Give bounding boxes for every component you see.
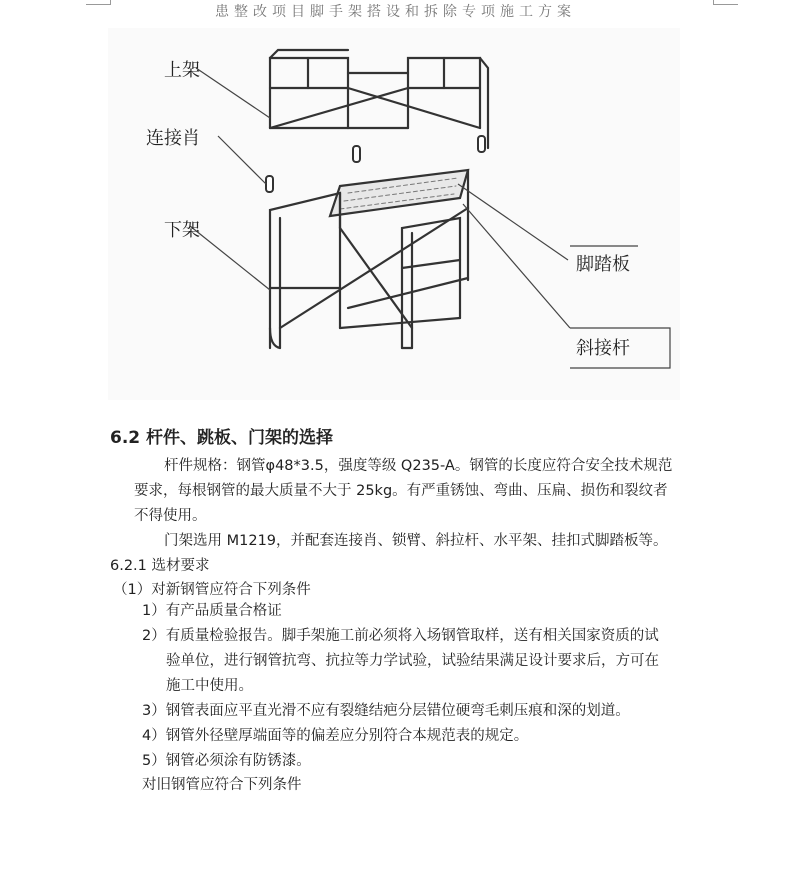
list-item: 4）钢管外径壁厚端面等的偏差应分别符合本规范表的规定。 — [142, 728, 529, 744]
section-heading: 6.2 杆件、跳板、门架的选择 — [110, 428, 334, 448]
page-header — [0, 0, 791, 22]
paragraph-line: 不得使用。 — [134, 508, 207, 524]
header-corner-mark-right — [713, 0, 738, 5]
condition-old-pipes: 对旧钢管应符合下列条件 — [142, 777, 302, 793]
list-item: 5）钢管必须涂有防锈漆。 — [142, 753, 311, 769]
label-lower-frame: 下架 — [164, 220, 200, 241]
paragraph-line: 杆件规格：钢管φ48*3.5，强度等级 Q235-A。钢管的长度应符合安全技术规范 — [164, 458, 673, 474]
label-foot-board: 脚踏板 — [576, 254, 630, 275]
list-item-continuation: 验单位，进行钢管抗弯、抗拉等力学试验，试验结果满足设计要求后，方可在 — [166, 653, 659, 669]
list-item: 1）有产品质量合格证 — [142, 603, 282, 619]
list-item: 2）有质量检验报告。脚手架施工前必须将入场钢管取样，送有相关国家资质的试 — [142, 628, 659, 644]
paragraph-line: 门架选用 M1219，并配套连接肖、锁臂、斜拉杆、水平架、挂扣式脚踏板等。 — [164, 533, 668, 549]
paragraph-line: 要求，每根钢管的最大质量不大于 25kg。有严重锈蚀、弯曲、压扁、损伤和裂纹者 — [134, 483, 668, 499]
sub-heading: 6.2.1 选材要求 — [110, 558, 210, 574]
label-diagonal-brace: 斜接杆 — [576, 338, 630, 359]
list-item: 3）钢管表面应平直光滑不应有裂缝结疤分层错位硬弯毛刺压痕和深的划道。 — [142, 703, 630, 719]
list-item-continuation: 施工中使用。 — [166, 678, 253, 694]
condition-new-pipes: （1）对新钢管应符合下列条件 — [113, 582, 311, 598]
label-upper-frame: 上架 — [164, 60, 200, 81]
label-connector-pin: 连接肖 — [146, 128, 200, 149]
header-title: 患整改项目脚手架搭设和拆除专项施工方案 — [215, 4, 576, 20]
scaffold-diagram — [108, 28, 680, 400]
